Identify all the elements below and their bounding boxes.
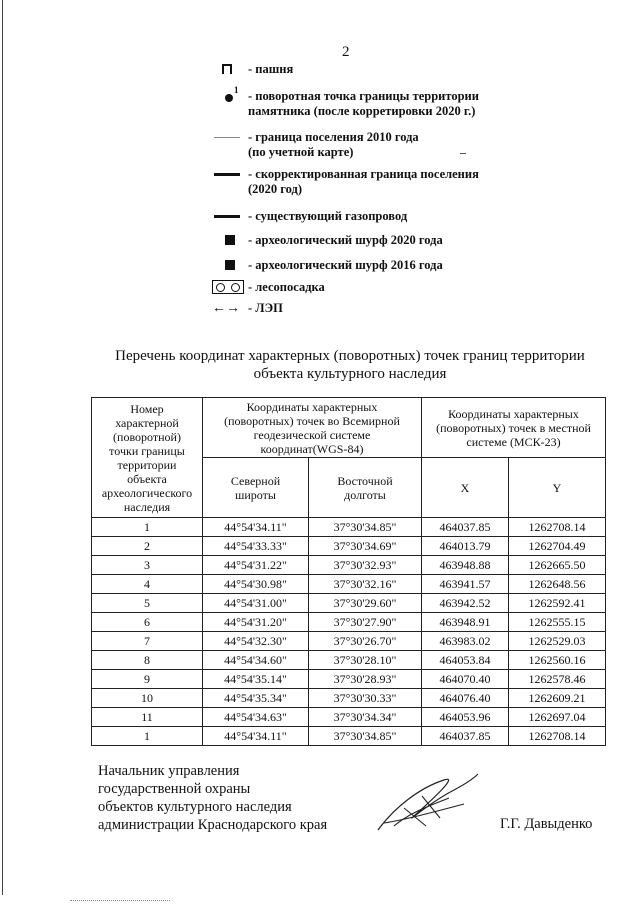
legend-item-forest-belt: - лесопосадка bbox=[212, 280, 325, 295]
page-edge-line bbox=[2, 0, 3, 895]
header-point-number: Номер характерной (поворотной) точки границы территории объекта археологического наследия bbox=[92, 398, 203, 518]
stray-dash-mark bbox=[460, 153, 466, 154]
header-x: X bbox=[422, 458, 509, 518]
signatory-block: Начальник управления государственной охраны объектов культурного наследия администрации Краснодарского края bbox=[98, 763, 328, 833]
thick-line-icon bbox=[214, 173, 240, 176]
page-number: 2 bbox=[342, 44, 350, 60]
header-east-longitude: Восточной долготы bbox=[309, 458, 422, 518]
square-icon bbox=[225, 260, 235, 270]
arable-land-icon bbox=[222, 64, 232, 74]
table-row: 7 44°54'32.30" 37°30'26.70" 463983.02 1262529.03 bbox=[92, 632, 606, 651]
legend-superscript: 1 bbox=[234, 85, 239, 95]
table-row: 4 44°54'30.98" 37°30'32.16" 463941.57 1262648.56 bbox=[92, 575, 606, 594]
legend-item-turning-point: 1 - поворотная точка границы территории памятника (после корретировки 2020 г.) bbox=[212, 89, 479, 119]
table-row: 10 44°54'35.34" 37°30'30.33" 464076.40 1262609.21 bbox=[92, 689, 606, 708]
thick-line-icon bbox=[214, 215, 240, 218]
coordinates-list-title: Перечень координат характерных (поворотных) точек границ территории объекта культурного наследия bbox=[115, 348, 585, 382]
legend-item-settlement-2020: - скорректированная граница поселения (2020 год) bbox=[212, 167, 479, 197]
legend-item-settlement-2010: - граница поселения 2010 года (по учетной карте) bbox=[212, 130, 419, 160]
table-row: 11 44°54'34.63" 37°30'34.34" 464053.96 1262697.04 bbox=[92, 708, 606, 727]
bottom-dotted-line bbox=[70, 900, 170, 902]
handwritten-signature bbox=[374, 768, 484, 838]
legend-item-arable: - пашня bbox=[212, 62, 293, 77]
table-row: 8 44°54'34.60" 37°30'28.10" 464053.84 1262560.16 bbox=[92, 651, 606, 670]
table-row: 1 44°54'34.11" 37°30'34.85" 464037.85 1262708.14 bbox=[92, 727, 606, 746]
header-north-latitude: Северной широты bbox=[203, 458, 309, 518]
table-row: 5 44°54'31.00" 37°30'29.60" 463942.52 1262592.41 bbox=[92, 594, 606, 613]
header-msk23-group: Координаты характерных (поворотных) точек в местной системе (МСК-23) bbox=[422, 398, 606, 458]
square-icon bbox=[225, 235, 235, 245]
thin-line-icon bbox=[214, 137, 240, 138]
legend-item-pit-2020: - археологический шурф 2020 года bbox=[212, 233, 443, 248]
double-arrow-icon: ←→ bbox=[212, 301, 240, 316]
turning-point-dot-icon bbox=[225, 94, 233, 102]
table-row: 9 44°54'35.14" 37°30'28.93" 464070.40 1262578.46 bbox=[92, 670, 606, 689]
legend-item-power-line: ←→ - ЛЭП bbox=[212, 301, 283, 316]
header-y: Y bbox=[509, 458, 606, 518]
header-wgs84-group: Координаты характерных (поворотных) точек во Всемирной геодезической системе координат(WGS-84) bbox=[203, 398, 422, 458]
table-row: 1 44°54'34.11" 37°30'34.85" 464037.85 1262708.14 bbox=[92, 518, 606, 537]
forest-belt-icon bbox=[212, 280, 244, 294]
legend-item-pit-2016: - археологический шурф 2016 года bbox=[212, 258, 443, 273]
table-row: 6 44°54'31.20" 37°30'27.90" 463948.91 1262555.15 bbox=[92, 613, 606, 632]
legend-item-gas-pipeline: - существующий газопровод bbox=[212, 209, 407, 224]
signer-name: Г.Г. Давыденко bbox=[500, 816, 593, 832]
table-row: 3 44°54'31.22" 37°30'32.93" 463948.88 1262665.50 bbox=[92, 556, 606, 575]
table-row: 2 44°54'33.33" 37°30'34.69" 464013.79 1262704.49 bbox=[92, 537, 606, 556]
coordinates-table bbox=[91, 397, 606, 746]
